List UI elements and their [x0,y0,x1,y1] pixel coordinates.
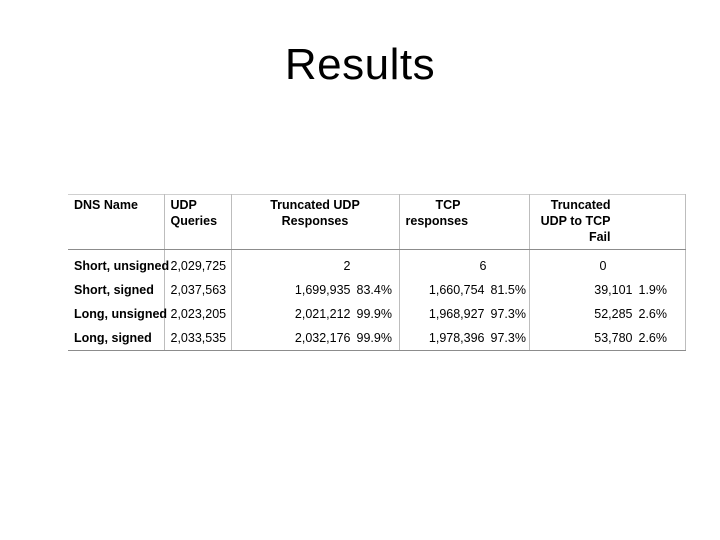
row-dns-name: Long, unsigned [68,302,164,326]
row-truncated-percent: 83.4% [356,283,392,297]
results-table-container [68,194,685,351]
table-header-row [68,195,685,250]
table-body [68,250,685,351]
header-tcp-responses [399,195,529,250]
header-trunc-line2: Responses [281,214,349,228]
header-fail-line1: Truncated [550,198,611,212]
row-tcp [399,302,529,326]
row-udp-queries: 2,023,205 [164,302,231,326]
row-truncated [231,302,399,326]
row-tcp [399,326,529,351]
header-udp-line1: UDP [170,198,197,212]
row-truncated-value: 1,699,935 [294,283,351,297]
results-table [68,194,686,351]
header-tcp-line2: responses [405,214,469,228]
row-dns-name: Long, signed [68,326,164,351]
header-dns-name-label: DNS Name [74,198,138,212]
row-truncated [231,278,399,302]
row-fail-percent: 2.6% [638,331,667,345]
row-tcp-percent: 97.3% [490,331,526,345]
row-dns-name: Short, unsigned [68,250,164,279]
row-fail-value: 0 [599,259,607,273]
row-tcp-value: 1,978,396 [428,331,485,345]
row-fail-value: 53,780 [594,331,633,345]
row-fail [529,250,685,279]
row-dns-name: Short, signed [68,278,164,302]
row-udp-queries: 2,033,535 [164,326,231,351]
row-truncated-value: 2,021,212 [294,307,351,321]
header-trunc-line1: Truncated UDP [270,198,360,212]
table-header [68,195,685,250]
table-row [68,326,685,351]
table-row [68,278,685,302]
row-tcp-value: 1,968,927 [428,307,485,321]
row-fail-value: 52,285 [594,307,633,321]
header-truncated-udp [231,195,399,250]
row-fail-percent: 1.9% [638,283,667,297]
row-tcp-value: 6 [479,259,487,273]
header-tcp-line1: TCP [435,198,461,212]
row-tcp-percent: 81.5% [490,283,526,297]
row-tcp [399,278,529,302]
table-row [68,250,685,279]
header-fail-line3: Fail [588,230,611,244]
row-truncated-percent: 99.9% [356,331,392,345]
row-truncated-value: 2 [343,259,351,273]
row-truncated-percent: 99.9% [356,307,392,321]
row-fail [529,302,685,326]
row-tcp-percent: 97.3% [490,307,526,321]
row-udp-queries: 2,037,563 [164,278,231,302]
row-truncated [231,250,399,279]
row-fail [529,278,685,302]
header-fail-line2: UDP to TCP [540,214,611,228]
row-fail-percent: 2.6% [638,307,667,321]
header-truncated-fail [529,195,685,250]
header-udp-line2: Queries [170,214,218,228]
header-udp-queries [164,195,231,250]
row-udp-queries: 2,029,725 [164,250,231,279]
row-tcp [399,250,529,279]
row-fail [529,326,685,351]
row-fail-value: 39,101 [594,283,633,297]
slide-title: Results [284,40,436,89]
row-tcp-value: 1,660,754 [428,283,485,297]
row-truncated-value: 2,032,176 [294,331,351,345]
table-row [68,302,685,326]
row-truncated [231,326,399,351]
header-dns-name [68,195,164,250]
